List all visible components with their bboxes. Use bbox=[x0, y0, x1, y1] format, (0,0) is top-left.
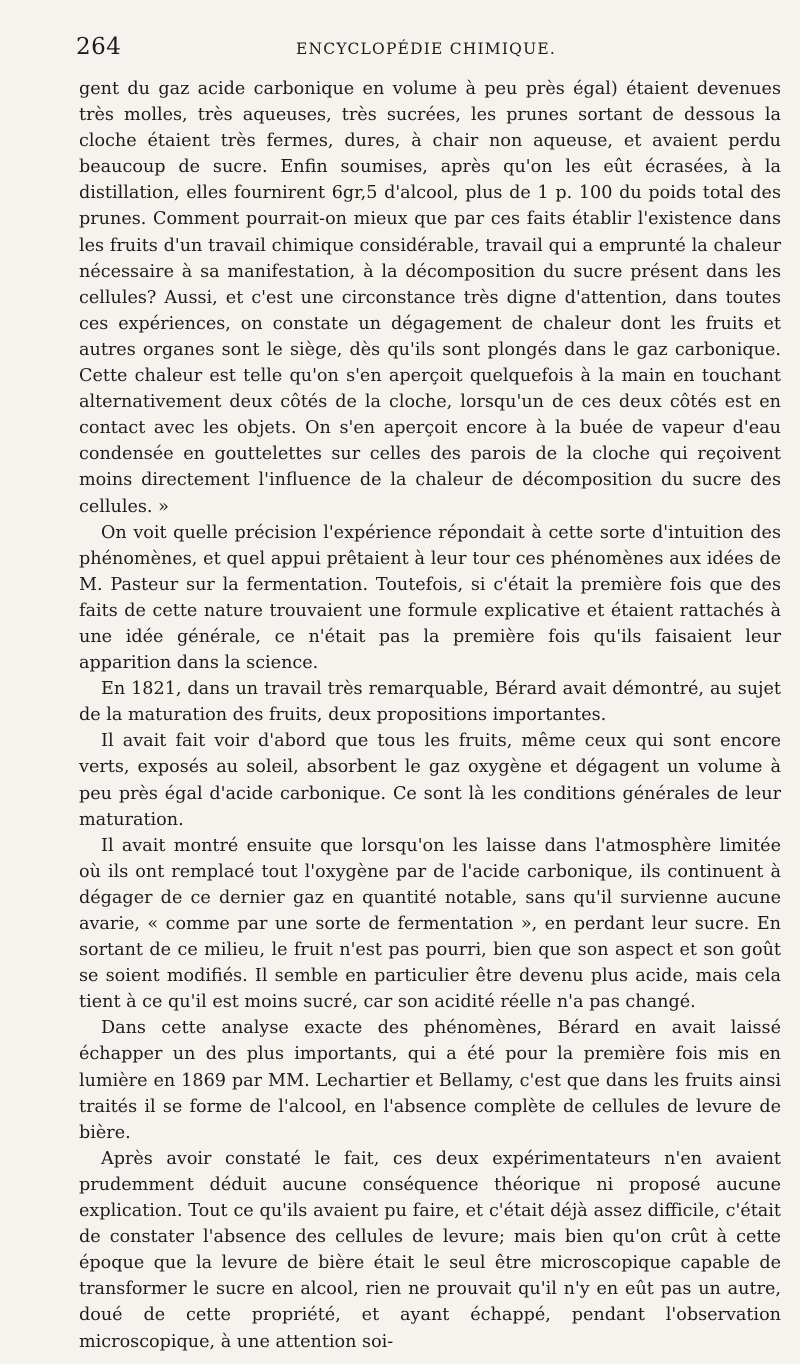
running-title: ENCYCLOPÉDIE CHIMIQUE. bbox=[296, 40, 556, 58]
page-header bbox=[76, 34, 776, 66]
paragraph: Après avoir constaté le fait, ces deux expérimentateurs n'en avaient prudemment déduit aucune conséquence théorique ni proposé aucune explication. Tout ce qu'ils avaient pu faire, et c'était déjà assez difficile, c'était de constater l'absence des cellules de levure; mais bien qu'on crût à cette époque que la levure de bière était le seul être microscopique capable de transformer le sucre en alcool, rien ne prouvait qu'il n'y en eût pas un autre, doué de cette propriété, et ayant échappé, pendant l'observation microscopique, à une attention soi- bbox=[79, 1148, 781, 1352]
paragraph: Il avait montré ensuite que lorsqu'on les laisse dans l'atmosphère limitée où ils ont remplacé tout l'oxygène par de l'acide carbonique, ils continuent à dégager de ce dernier gaz en quantité notable, sans qu'il survienne aucune avarie, « comme par une sorte de fermentation », en perdant leur sucre. En sortant de ce milieu, le fruit n'est pas pourri, bien que son aspect et son goût se soient modifiés. Il semble en particulier être devenu plus acide, mais cela tient à ce qu'il est moins sucré, car son acidité réelle n'a pas changé. bbox=[79, 835, 781, 1013]
paragraph: En 1821, dans un travail très remarquable, Bérard avait démontré, au sujet de la maturation des fruits, deux propositions importantes. bbox=[79, 679, 781, 726]
paragraph: gent du gaz acide carbonique en volume à peu près égal) étaient devenues très molles, très aqueuses, très sucrées, les prunes sortant de dessous la cloche étaient très fermes, dures, à chair non aqueuse, et avaient perdu beaucoup de sucre. Enfin soumises, après qu'on les eût écrasées, à la distillation, elles fournirent 6gr,5 d'alcool, plus de 1 p. 100 du poids total des prunes. Comment pourrait-on mieux que par ces faits établir l'existence dans les fruits d'un travail chimique considérable, travail qui a emprunté la chaleur nécessaire à sa manifestation, à la décomposition du sucre présent dans les cellules? Aussi, et c'est une circonstance très digne d'attention, dans toutes ces expériences, on constate un dégagement de chaleur dont les fruits et autres organes sont le siège, dès qu'ils sont plongés dans le gaz carbonique. Cette chaleur est telle qu'on s'en aperçoit quelquefois à la main en touchant alternativement deux côtés de la cloche, lorsqu'un de ces deux côtés est en contact avec les objets. On s'en aperçoit encore à la buée de vapeur d'eau condensée en gouttelettes sur celles des parois de la cloche qui reçoivent moins directement l'influence de la chaleur de décomposition du sucre des cellules. » bbox=[79, 79, 781, 517]
body-text bbox=[79, 76, 781, 1355]
paragraph: Il avait fait voir d'abord que tous les fruits, même ceux qui sont encore verts, exposés au soleil, absorbent le gaz oxygène et dégagent un volume à peu près égal d'acide carbonique. Ce sont là les conditions générales de leur maturation. bbox=[79, 731, 781, 830]
paragraph: On voit quelle précision l'expérience répondait à cette sorte d'intuition des phénomènes, et quel appui prêtaient à leur tour ces phénomènes aux idées de M. Pasteur sur la fermentation. Toutefois, si c'était la première fois que des faits de cette nature trouvaient une formule explicative et étaient rattachés à une idée générale, ce n'était pas la première fois qu'ils faisaient leur apparition dans la science. bbox=[79, 522, 781, 674]
paragraph: Dans cette analyse exacte des phénomènes, Bérard en avait laissé échapper un des plus importants, qui a été pour la première fois mis en lumière en 1869 par MM. Lechartier et Bellamy, c'est que dans les fruits ainsi traités il se forme de l'alcool, en l'absence complète de cellules de levure de bière. bbox=[79, 1018, 781, 1143]
page-number: 264 bbox=[76, 34, 122, 60]
